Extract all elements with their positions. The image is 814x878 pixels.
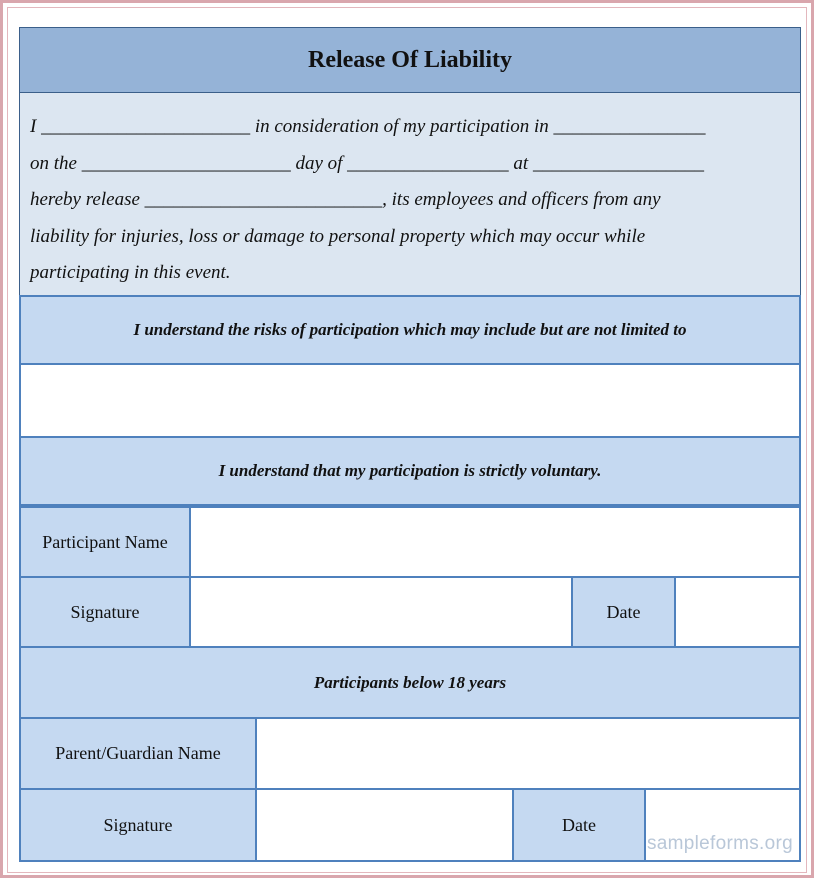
risks-heading: I understand the risks of participation which may include but are not limited to	[19, 295, 801, 365]
participant-signature-field[interactable]	[189, 576, 573, 648]
participant-signature-label: Signature	[19, 576, 191, 648]
guardian-signature-field[interactable]	[255, 788, 514, 862]
paragraph-line: on the ______________________ day of _________________ at __________________	[30, 152, 704, 174]
form-title: Release Of Liability	[19, 27, 801, 93]
paragraph-line: hereby release _________________________, its employees and officers from any	[30, 189, 661, 210]
participant-date-field[interactable]	[674, 576, 801, 648]
minors-heading: Participants below 18 years	[19, 646, 801, 719]
risks-input-area[interactable]	[19, 365, 801, 436]
participant-name-label: Participant Name	[19, 506, 191, 578]
watermark: sampleforms.org	[647, 833, 793, 854]
voluntary-heading: I understand that my participation is strictly voluntary.	[19, 436, 801, 506]
release-form	[19, 27, 801, 863]
guardian-date-label: Date	[512, 788, 646, 862]
paragraph-line: liability for injuries, loss or damage to personal property which may occur while	[30, 225, 646, 247]
participant-name-field[interactable]	[189, 506, 801, 578]
guardian-name-field[interactable]	[255, 717, 801, 790]
guardian-name-label: Parent/Guardian Name	[19, 717, 257, 790]
participant-date-label: Date	[571, 576, 676, 648]
paragraph-line: I ______________________ in consideration of my participation in ________________	[30, 116, 706, 137]
paragraph-line: participating in this event.	[30, 262, 231, 283]
release-paragraph	[19, 93, 801, 297]
guardian-signature-label: Signature	[19, 788, 257, 862]
